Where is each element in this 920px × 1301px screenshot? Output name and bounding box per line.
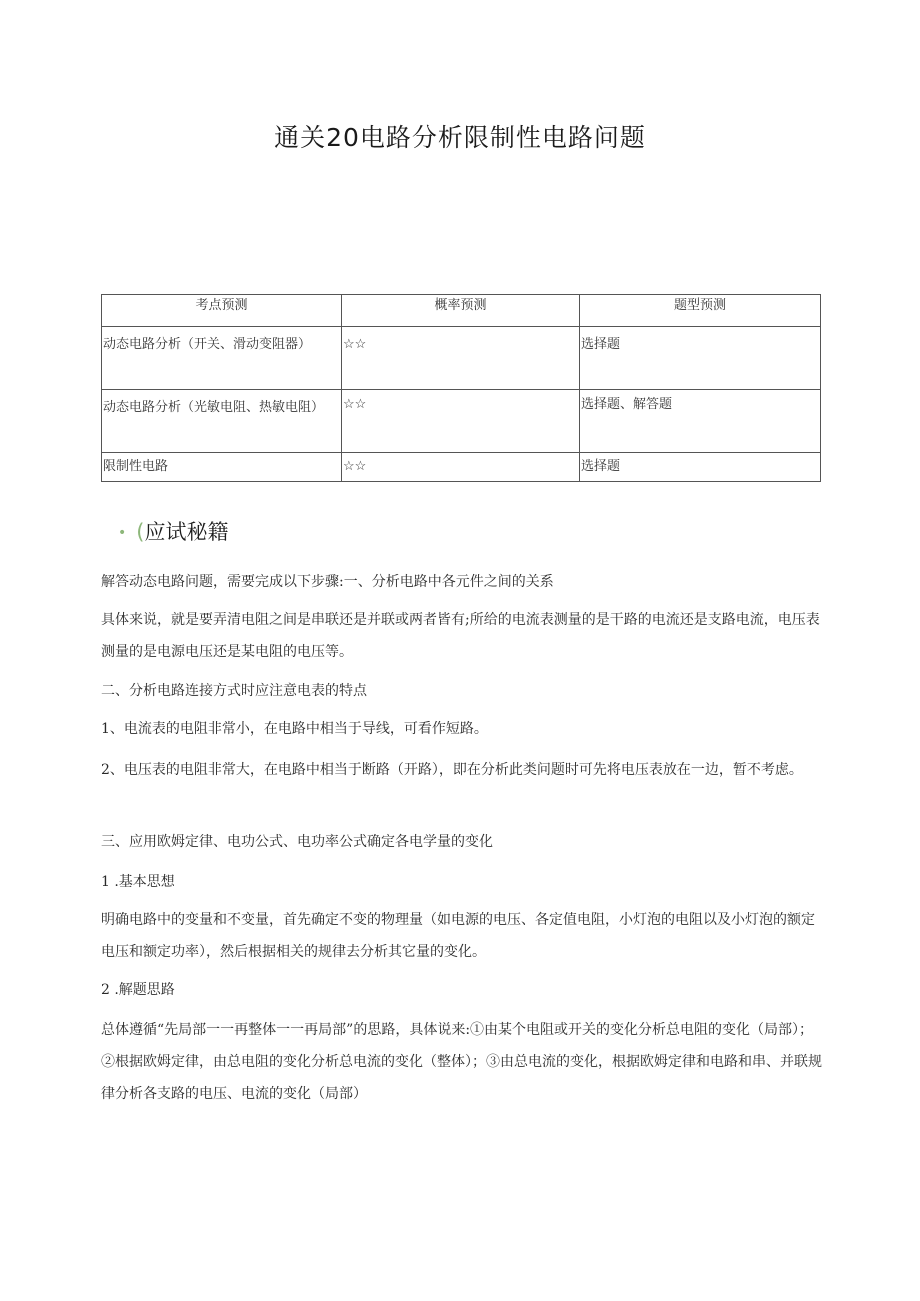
star-rating: ☆☆ (343, 459, 367, 474)
cell-type (580, 453, 821, 482)
paragraph: 三、应用欧姆定律、电功公式、电功率公式确定各电学量的变化 (101, 834, 493, 850)
table-row (102, 327, 821, 390)
table-row (102, 390, 821, 453)
header-probability: 概率预测 (342, 295, 580, 327)
cell-type (580, 390, 821, 453)
paragraph: 明确电路中的变量和不变量，首先确定不变的物理量（如电源的电压、各定值电阻，小灯泡的电阻以及小灯泡的额定电压和额定功率），然后根据相关的规律去分析其它量的变化。 (101, 912, 815, 960)
paragraph: 1 .基本思想 (101, 874, 175, 890)
paragraph: 2、电压表的电阻非常大，在电路中相当于断路（开路），即在分析此类问题时可先将电压表放在一边，暂不考虑。 (101, 762, 803, 778)
header-type: 题型预测 (580, 295, 821, 327)
paragraph: 具体来说，就是要弄清电阻之间是串联还是并联或两者皆有;所给的电流表测量的是干路的电流还是支路电流，电压表测量的是电源电压还是某电阻的电压等。 (101, 612, 820, 660)
cell-probability (342, 390, 580, 453)
cell-probability (342, 327, 580, 390)
paragraph: 总体遵循“先局部一一再整体一一再局部”的思路，具体说来:①由某个电阻或开关的变化分析总电阻的变化（局部）；②根据欧姆定律，由总电阻的变化分析总电流的变化（整体）；③由总电流的变化，根据欧姆定律和电路和串、并联规律分析各支路的电压、电流的变化（局部） (101, 1022, 822, 1102)
cell-topic: 限制性电路 (102, 453, 342, 482)
question-type: 选择题 (581, 337, 621, 352)
table-header-row (102, 295, 821, 327)
cell-topic: 动态电路分析（光敏电阻、热敏电阻） (102, 390, 342, 453)
heading-text: 应试秘籍 (144, 520, 229, 544)
page-title: 通关20电路分析限制性电路问题 (274, 123, 646, 152)
forecast-table (101, 294, 821, 482)
paragraph: 二、分析电路连接方式时应注意电表的特点 (101, 683, 367, 699)
table-row (102, 453, 821, 482)
star-rating: ☆☆ (343, 337, 367, 352)
heading-paren: ( (136, 520, 145, 544)
question-type: 选择题、解答题 (581, 397, 673, 412)
star-rating: ☆☆ (343, 397, 367, 412)
paragraph: 解答动态电路问题，需要完成以下步骤:一、分析电路中各元件之间的关系 (101, 574, 554, 590)
header-topic: 考点预测 (102, 295, 342, 327)
bullet-icon: • (118, 525, 127, 541)
cell-type (580, 327, 821, 390)
paragraph: 2 .解题思路 (101, 982, 175, 998)
paragraph: 1、电流表的电阻非常小，在电路中相当于导线，可看作短路。 (101, 721, 488, 737)
section-heading (118, 516, 228, 546)
cell-topic: 动态电路分析（开关、滑动变阻器） (102, 327, 342, 390)
question-type: 选择题 (581, 459, 621, 474)
cell-probability (342, 453, 580, 482)
